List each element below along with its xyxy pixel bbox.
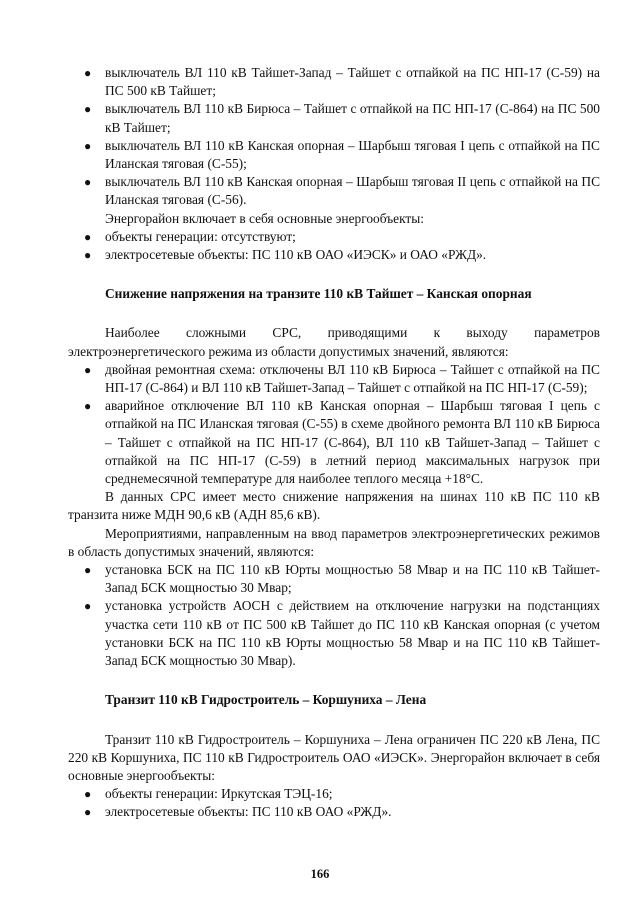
bullet-icon: ● [84,805,92,820]
section-heading: Транзит 110 кВ Гидростроитель – Коршуниха – Лена [105,692,427,708]
section-heading: Снижение напряжения на транзите 110 кВ Тайшет – Канская опорная [105,286,532,302]
list-item: ● выключатель ВЛ 110 кВ Канская опорная – Шарбыш тяговая I цепь с отпайкой на ПС Иланская тяговая (С-55); [84,137,600,172]
bullet-icon: ● [84,599,92,614]
list-item: ● двойная ремонтная схема: отключены ВЛ 110 кВ Бирюса – Тайшет с отпайкой на ПС НП-17 (С-864) и ВЛ 110 кВ Тайшет-Запад – Тайшет с отпайкой на ПС НП-17 (С-59); [84,361,600,396]
page-number: 166 [310,867,330,881]
energy-objects-list [68,228,600,264]
list-item: ● установка устройств АОСН с действием на отключение нагрузки на подстанциях участка сети 110 кВ от ПС 500 кВ Тайшет до ПС 110 кВ Канская опорная (с учетом установки БСК на ПС 110 кВ Юрты мощностью 58 Мвар и на ПС 110 кВ Тайшет-Запад БСК мощностью 30 Мвар). [84,598,600,669]
bullet-icon: ● [84,248,92,263]
list-item: ● выключатель ВЛ 110 кВ Бирюса – Тайшет с отпайкой на ПС НП-17 (С-864) на ПС 500 кВ Тайшет; [84,101,600,135]
bullet-icon: ● [84,102,92,117]
bullet-icon: ● [84,563,92,578]
breaker-list [68,64,600,210]
list-item: ● объекты генерации: отсутствуют; [68,228,600,246]
list-item: ● выключатель ВЛ 110 кВ Тайшет-Запад – Тайшет с отпайкой на ПС НП-17 (С-59) на ПС 500 кВ Тайшет; [84,65,600,99]
bullet-icon: ● [84,229,92,244]
paragraph: Транзит 110 кВ Гидростроитель – Коршуниха – Лена ограничен ПС 220 кВ Лена, ПС 220 кВ Коршуниха, ПС 110 кВ Гидростроитель ОАО «ИЭСК». Энергорайон включает в себя основные энергообъекты: [68,731,600,783]
scheme-list [68,361,600,488]
paragraph: Мероприятиями, направленным на ввод параметров электроэнергетических режимов в область допустимых значений, являются: [68,525,600,559]
energy-objects-list [68,785,600,821]
paragraph: В данных СРС имеет место снижение напряжения на шинах 110 кВ ПС 110 кВ транзита ниже МДН 90,6 кВ (АДН 85,6 кВ). [68,489,600,523]
list-item: ● аварийное отключение ВЛ 110 кВ Канская опорная – Шарбыш тяговая I цепь с отпайкой на ПС Иланская тяговая (С-55) в схеме двойного ремонта ВЛ 110 кВ Бирюса – Тайшет с отпайкой на ПС НП-17 (С-864), ВЛ 110 кВ Тайшет-Запад – Тайшет с отпайкой на ПС НП-17 (С-59) в летний период максимальных нагрузок при среднемесячной температуре для наиболее теплого месяца +18°С. [84,398,600,487]
list-item: ● выключатель ВЛ 110 кВ Канская опорная – Шарбыш тяговая II цепь с отпайкой на ПС Иланская тяговая (С-56). [84,174,600,208]
list-item: ● электросетевые объекты: ПС 110 кВ ОАО «ИЭСК» и ОАО «РЖД». [68,246,600,264]
bullet-icon: ● [84,399,92,414]
list-item: ● электросетевые объекты: ПС 110 кВ ОАО «РЖД». [68,803,600,821]
bullet-icon: ● [84,362,92,377]
bullet-icon: ● [84,175,92,190]
bullet-icon: ● [84,787,92,802]
bullet-icon: ● [84,66,92,80]
measures-list [68,561,600,670]
document-page [68,64,600,822]
list-item: ● объекты генерации: Иркутская ТЭЦ-16; [68,785,600,803]
paragraph: Наиболее сложными СРС, приводящими к выходу параметров электроэнергетического режима из области допустимых значений, являются: [68,325,600,359]
energy-objects-intro: Энергорайон включает в себя основные энергообъекты: [105,210,425,226]
list-item: ● установка БСК на ПС 110 кВ Юрты мощностью 58 Мвар и на ПС 110 кВ Тайшет-Запад БСК мощностью 30 Мвар; [84,562,600,596]
bullet-icon: ● [84,138,92,153]
